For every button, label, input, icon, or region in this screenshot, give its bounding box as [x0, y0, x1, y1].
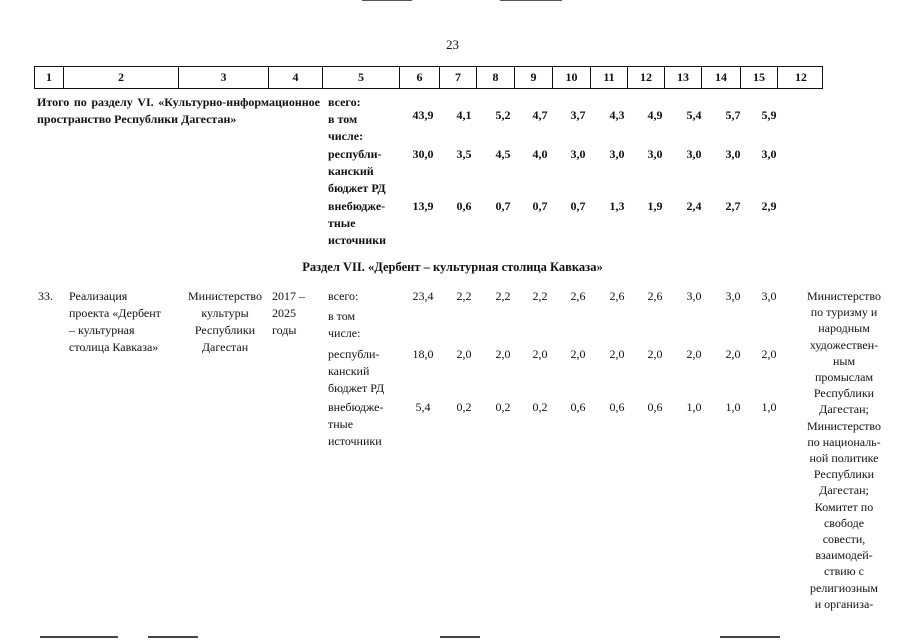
- value-cell: 3,0: [725, 147, 741, 161]
- value-cell: 5,9: [761, 108, 777, 122]
- scan-mark: [148, 636, 198, 638]
- header-cell: 6: [400, 67, 440, 88]
- value-cell: 4,0: [532, 147, 548, 161]
- value-cell: 2,0: [495, 347, 511, 361]
- value-cell: 30,0: [412, 147, 434, 161]
- row-label: всего: в том числе:: [328, 95, 364, 143]
- value-cell: 1,9: [647, 199, 663, 213]
- value-cell: 1,0: [686, 400, 702, 414]
- value-cell: 0,7: [570, 199, 586, 213]
- value-cell: 2,0: [761, 347, 777, 361]
- value-cell: 2,6: [609, 289, 625, 303]
- scan-mark: [720, 636, 780, 638]
- value-cell: 2,0: [686, 347, 702, 361]
- value-cell: 2,9: [761, 199, 777, 213]
- value-cell: 4,9: [647, 108, 663, 122]
- value-cell: 1,0: [761, 400, 777, 414]
- value-cell: 23,4: [412, 289, 434, 303]
- item-number: 33.: [38, 289, 53, 303]
- value-cell: 4,3: [609, 108, 625, 122]
- row-label: в том числе:: [328, 309, 361, 340]
- value-cell: 4,7: [532, 108, 548, 122]
- header-cell: 4: [269, 67, 323, 88]
- value-cell: 2,0: [725, 347, 741, 361]
- scan-mark: [440, 636, 480, 638]
- value-cell: 4,1: [456, 108, 472, 122]
- header-cell: 7: [440, 67, 477, 88]
- value-cell: 1,0: [725, 400, 741, 414]
- value-cell: 0,6: [456, 199, 472, 213]
- value-cell: 3,0: [609, 147, 625, 161]
- value-cell: 3,0: [686, 289, 702, 303]
- row-label: республи- канский бюджет РД: [328, 347, 385, 395]
- scan-mark: [40, 636, 118, 638]
- value-cell: 4,5: [495, 147, 511, 161]
- value-cell: 0,7: [495, 199, 511, 213]
- value-cell: 0,2: [456, 400, 472, 414]
- value-cell: 3,7: [570, 108, 586, 122]
- value-cell: 2,2: [532, 289, 548, 303]
- row-label: внебюдже- тные источники: [328, 400, 384, 448]
- header-cell: 12: [795, 70, 807, 84]
- row-label: всего:: [328, 289, 359, 303]
- header-cell: 9: [515, 67, 553, 88]
- row-label: республи- канский бюджет РД: [328, 147, 386, 195]
- total-title: Итого по разделу VI. «Культурно-информационное пространство Республики Дагестан»: [37, 95, 320, 126]
- table-header: [34, 66, 823, 89]
- header-cell: 1: [35, 67, 64, 88]
- value-cell: 2,0: [532, 347, 548, 361]
- value-cell: 0,2: [532, 400, 548, 414]
- header-cell: 13: [665, 67, 702, 88]
- section-title: Раздел VII. «Дербент – культурная столица Кавказа»: [302, 260, 603, 274]
- value-cell: 0,6: [647, 400, 663, 414]
- scan-mark: [500, 0, 562, 1]
- value-cell: 0,6: [570, 400, 586, 414]
- value-cell: 2,4: [686, 199, 702, 213]
- header-cell: 10: [553, 67, 591, 88]
- value-cell: 5,7: [725, 108, 741, 122]
- header-cell: 5: [323, 67, 400, 88]
- header-cell: 2: [64, 67, 179, 88]
- page-number: 23: [446, 37, 459, 52]
- value-cell: 3,0: [686, 147, 702, 161]
- value-cell: 2,0: [647, 347, 663, 361]
- value-cell: 2,2: [456, 289, 472, 303]
- value-cell: 0,7: [532, 199, 548, 213]
- value-cell: 3,0: [570, 147, 586, 161]
- value-cell: 43,9: [412, 108, 434, 122]
- value-cell: 5,4: [686, 108, 702, 122]
- value-cell: 3,0: [647, 147, 663, 161]
- item-name: Реализация проекта «Дербент – культурная столица Кавказа»: [69, 289, 161, 354]
- value-cell: 0,2: [495, 400, 511, 414]
- item-coexecutors: Министерство по туризму и народным художествен- ным промыслам Республики Дагестан; Министерство по националь- ной политике Республики Дагестан; Комитет по свободе совести, взаимодей- ствию с религиозным и организа-: [807, 289, 881, 611]
- value-cell: 2,7: [725, 199, 741, 213]
- value-cell: 2,0: [609, 347, 625, 361]
- header-cell: 14: [702, 67, 741, 88]
- value-cell: 1,3: [609, 199, 625, 213]
- value-cell: 3,0: [761, 289, 777, 303]
- scan-mark: [362, 0, 412, 1]
- header-cell: 15: [741, 67, 778, 88]
- header-cell: 3: [179, 67, 269, 88]
- value-cell: 18,0: [412, 347, 434, 361]
- value-cell: 2,6: [570, 289, 586, 303]
- value-cell: 3,5: [456, 147, 472, 161]
- row-label: внебюдже- тные источники: [328, 199, 387, 247]
- header-cell: 11: [591, 67, 628, 88]
- value-cell: 3,0: [725, 289, 741, 303]
- value-cell: 0,6: [609, 400, 625, 414]
- value-cell: 5,2: [495, 108, 511, 122]
- value-cell: 13,9: [412, 199, 434, 213]
- value-cell: 3,0: [761, 147, 777, 161]
- item-executor: Министерство культуры Республики Дагестан: [188, 289, 262, 354]
- item-period: 2017 – 2025 годы: [272, 289, 305, 337]
- value-cell: 5,4: [415, 400, 431, 414]
- value-cell: 2,6: [647, 289, 663, 303]
- value-cell: 2,2: [495, 289, 511, 303]
- header-cell: 12: [628, 67, 665, 88]
- value-cell: 2,0: [570, 347, 586, 361]
- value-cell: 2,0: [456, 347, 472, 361]
- header-cell: 8: [477, 67, 515, 88]
